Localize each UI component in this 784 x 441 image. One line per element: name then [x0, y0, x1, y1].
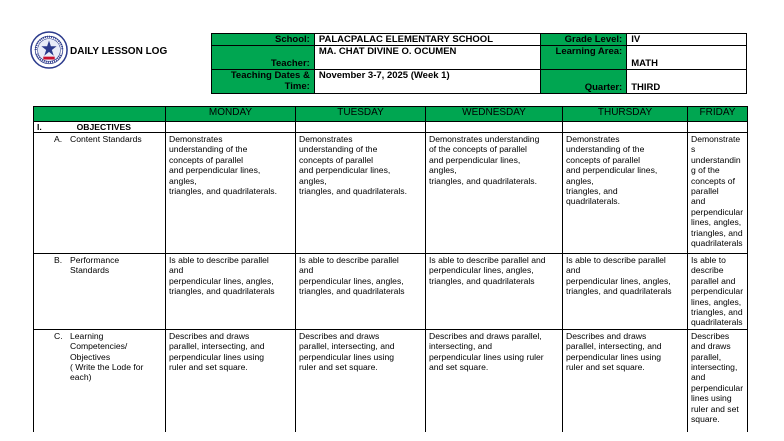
row-label: Content Standards	[70, 134, 142, 144]
deped-seal-icon	[30, 31, 68, 69]
row-label-content-standards	[34, 133, 166, 254]
day-header-wednesday: WEDNESDAY	[426, 107, 563, 122]
learning-competencies-friday: Describes and draws parallel, intersecting, and perpendicular lines using ruler and set square.	[688, 329, 748, 432]
content-standards-friday: Demonstrate s understandin g of the concepts of parallel and perpendicular lines, angles, triangles, and quadrilaterals	[688, 133, 748, 254]
lesson-log-table	[33, 106, 748, 432]
header-info-table	[211, 33, 747, 94]
log-title: DAILY LESSON LOG	[70, 46, 168, 57]
day-header-blank	[34, 107, 166, 122]
day-header-friday: FRIDAY	[688, 107, 748, 122]
performance-standards-tuesday: Is able to describe parallel and perpendicular lines, angles, triangles, and quadrilaterals	[296, 254, 426, 330]
learning-competencies-monday: Describes and draws parallel, intersecting, and perpendicular lines using ruler and set square.	[166, 329, 296, 432]
row-label: Learning Competencies/ Objectives ( Write the Lode for each)	[70, 330, 144, 383]
row-letter: C.	[54, 330, 63, 341]
dates-label: Teaching Dates & Time:	[212, 70, 315, 94]
school-label: School:	[212, 34, 315, 46]
learning-competencies-wednesday: Describes and draws parallel, intersecting, and perpendicular lines using ruler and set square.	[426, 329, 563, 432]
area-label: Learning Area:	[541, 46, 627, 70]
row-letter: B.	[54, 255, 63, 265]
day-header-tuesday: TUESDAY	[296, 107, 426, 122]
objectives-section-row	[34, 122, 748, 133]
school-value: PALACPALAC ELEMENTARY SCHOOL	[314, 34, 541, 46]
row-label-learning-competencies	[34, 329, 166, 432]
quarter-value: THIRD	[627, 70, 747, 94]
content-standards-tuesday: Demonstrates understanding of the concepts of parallel and perpendicular lines, angles, triangles, and quadrilaterals.	[296, 133, 426, 254]
content-standards-monday: Demonstrates understanding of the concepts of parallel and perpendicular lines, angles, triangles, and quadrilaterals.	[166, 133, 296, 254]
grade-label: Grade Level:	[541, 34, 627, 46]
performance-standards-thursday: Is able to describe parallel and perpendicular lines, angles, triangles, and quadrilaterals	[563, 254, 688, 330]
objectives-number: I.	[37, 122, 42, 132]
objectives-heading	[34, 122, 166, 133]
content-standards-thursday: Demonstrates understanding of the concepts of parallel and perpendicular lines, angles, triangles, and quadrilaterals.	[563, 133, 688, 254]
performance-standards-wednesday: Is able to describe parallel and perpendicular lines, angles, triangles, and quadrilaterals	[426, 254, 563, 330]
table-row	[34, 254, 748, 330]
objectives-label: OBJECTIVES	[76, 122, 132, 132]
day-header-thursday: THURSDAY	[563, 107, 688, 122]
row-letter: A.	[54, 134, 63, 144]
content-standards-wednesday: Demonstrates understanding of the concepts of parallel and perpendicular lines, angles, triangles, and quadrilaterals.	[426, 133, 563, 254]
area-value: MATH	[627, 46, 747, 70]
days-header-row	[34, 107, 748, 122]
day-header-monday: MONDAY	[166, 107, 296, 122]
performance-standards-monday: Is able to describe parallel and perpendicular lines, angles, triangles, and quadrilaterals	[166, 254, 296, 330]
grade-value: IV	[627, 34, 747, 46]
quarter-label: Quarter:	[541, 70, 627, 94]
row-label: Performance Standards	[70, 255, 120, 276]
learning-competencies-thursday: Describes and draws parallel, intersecting, and perpendicular lines using ruler and set square.	[563, 329, 688, 432]
learning-competencies-tuesday: Describes and draws parallel, intersecting, and perpendicular lines using ruler and set square.	[296, 329, 426, 432]
table-row	[34, 133, 748, 254]
row-label-performance-standards	[34, 254, 166, 330]
teacher-value: MA. CHAT DIVINE O. OCUMEN	[314, 46, 541, 70]
teacher-label: Teacher:	[212, 46, 315, 70]
table-row	[34, 329, 748, 432]
performance-standards-friday: Is able to describe parallel and perpendicular lines, angles, triangles, and quadrilaterals	[688, 254, 748, 330]
dates-value: November 3-7, 2025 (Week 1)	[314, 70, 541, 94]
